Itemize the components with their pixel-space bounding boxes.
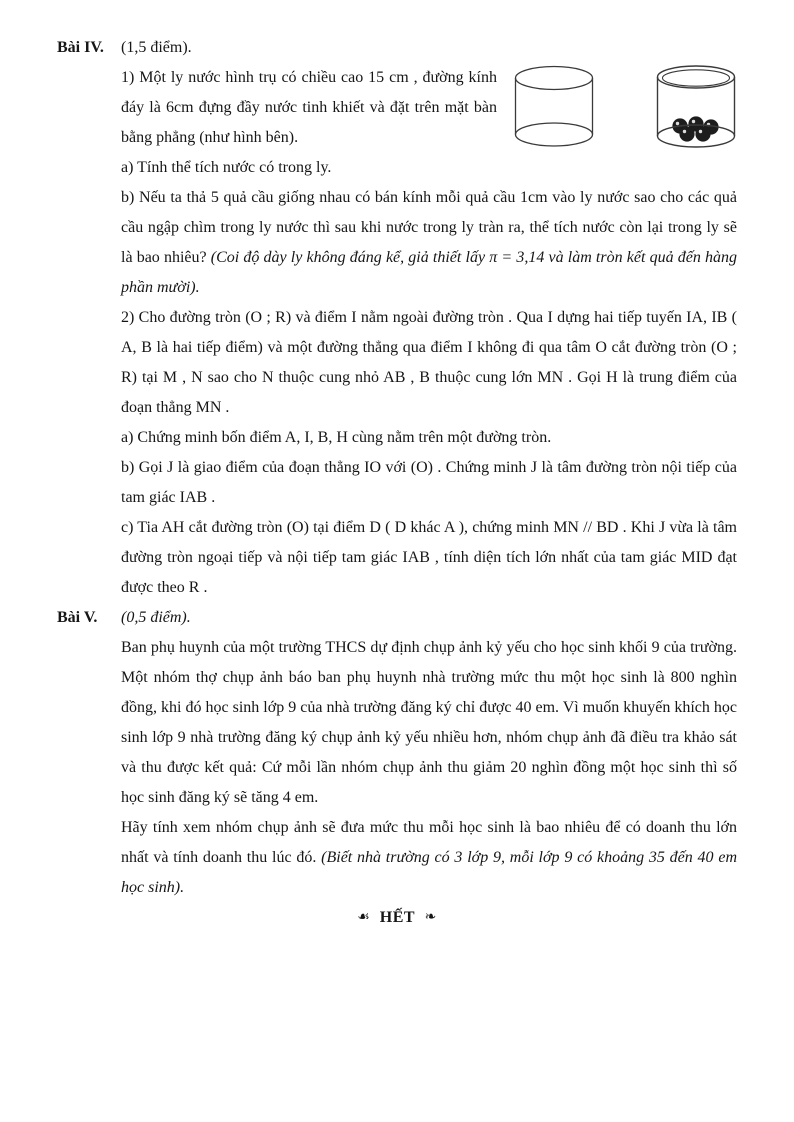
section-bai-v: [57, 603, 737, 903]
section-bai-iv: [57, 33, 737, 603]
floral-right-icon: ❧: [424, 910, 437, 925]
problem-iv-1b: [121, 183, 737, 303]
problem-iv-2b: b) Gọi J là giao điểm của đoạn thẳng IO với (O) . Chứng minh J là tâm đường tròn nội tiếp của tam giác IAB .: [121, 459, 737, 506]
floral-left-icon: ☙: [357, 910, 371, 925]
end-mark-text: HẾT: [379, 909, 416, 926]
problem-v-intro: Ban phụ huynh của một trường THCS dự định chụp ảnh kỷ yếu cho học sinh khối 9 của trường. Một nhóm thợ chụp ảnh báo ban phụ huynh nhà trường mức thu một học sinh là 800 nghìn đồng, khi đó học sinh lớp 9 của nhà trường đăng ký chỉ được 40 em. Vì muốn khuyến khích học sinh lớp 9 nhà trường đăng ký chụp ảnh kỷ yếu nhiều hơn, nhóm chụp ảnh đã điều tra khảo sát và thu được kết quả: Cứ mỗi lần nhóm chụp ảnh thu giảm 20 nghìn đồng một học sinh thì số học sinh đăng ký sẽ tăng 4 em.: [121, 639, 737, 806]
problem-iv-2-intro: 2) Cho đường tròn (O ; R) và điểm I nằm ngoài đường tròn . Qua I dựng hai tiếp tuyến IA, IB ( A, B là hai tiếp điểm) và một đường thẳng qua điểm I không đi qua tâm O cắt đường tròn (O ; R) tại M , N sao cho N thuộc cung nhỏ AB , B thuộc cung lớn MN . Gọi H là trung điểm của đoạn thẳng MN .: [121, 309, 737, 416]
problem-v-question-text: Hãy tính xem nhóm chụp ảnh sẽ đưa mức thu mỗi học sinh là bao nhiêu để có doanh thu lớn nhất và tính doanh thu lúc đó.: [121, 819, 737, 866]
figure-group: [513, 65, 737, 151]
section-iv-label: Bài IV.: [57, 39, 104, 56]
problem-v-question-note: (Biết nhà trường có 3 lớp 9, mỗi lớp 9 có khoảng 35 đến 40 em học sinh).: [121, 849, 737, 896]
problem-iv-1-intro: 1) Một ly nước hình trụ có chiều cao 15 cm , đường kính đáy là 6cm đựng đầy nước tinh khiết và đặt trên mặt bàn bằng phẳng (như hình bên).: [121, 69, 497, 146]
section-v-body: [121, 603, 737, 903]
section-v-label: Bài V.: [57, 609, 98, 626]
problem-iv-1a: a) Tính thể tích nước có trong ly.: [121, 159, 332, 176]
section-v-points: (0,5 điểm).: [121, 609, 191, 626]
problem-iv-1b-text: b) Nếu ta thả 5 quả cầu giống nhau có bán kính mỗi quả cầu 1cm vào ly nước sao cho các quả cầu ngập chìm trong ly nước thì sau khi nước trong ly tràn ra, thể tích nước còn lại trong ly sẽ là bao nhiêu?: [121, 189, 737, 266]
empty-cylinder-figure: [513, 65, 595, 149]
cylinder-with-balls-figure: [655, 65, 737, 151]
problem-iv-1b-note: (Coi độ dày ly không đáng kể, giả thiết lấy π = 3,14 và làm tròn kết quả đến hàng phần mười).: [121, 249, 737, 296]
section-iv-points: (1,5 điểm).: [121, 39, 192, 56]
problem-iv-2a: a) Chứng minh bốn điểm A, I, B, H cùng nằm trên một đường tròn.: [121, 429, 552, 446]
problem-iv-2c: c) Tia AH cắt đường tròn (O) tại điểm D ( D khác A ), chứng minh MN // BD . Khi J vừa là tâm đường tròn ngoại tiếp và nội tiếp tam giác IAB , tính diện tích lớn nhất của tam giác MID đạt được theo R .: [121, 519, 737, 596]
problem-v-question: [121, 813, 737, 903]
section-iv-body: [121, 33, 737, 603]
end-mark: [57, 903, 737, 934]
